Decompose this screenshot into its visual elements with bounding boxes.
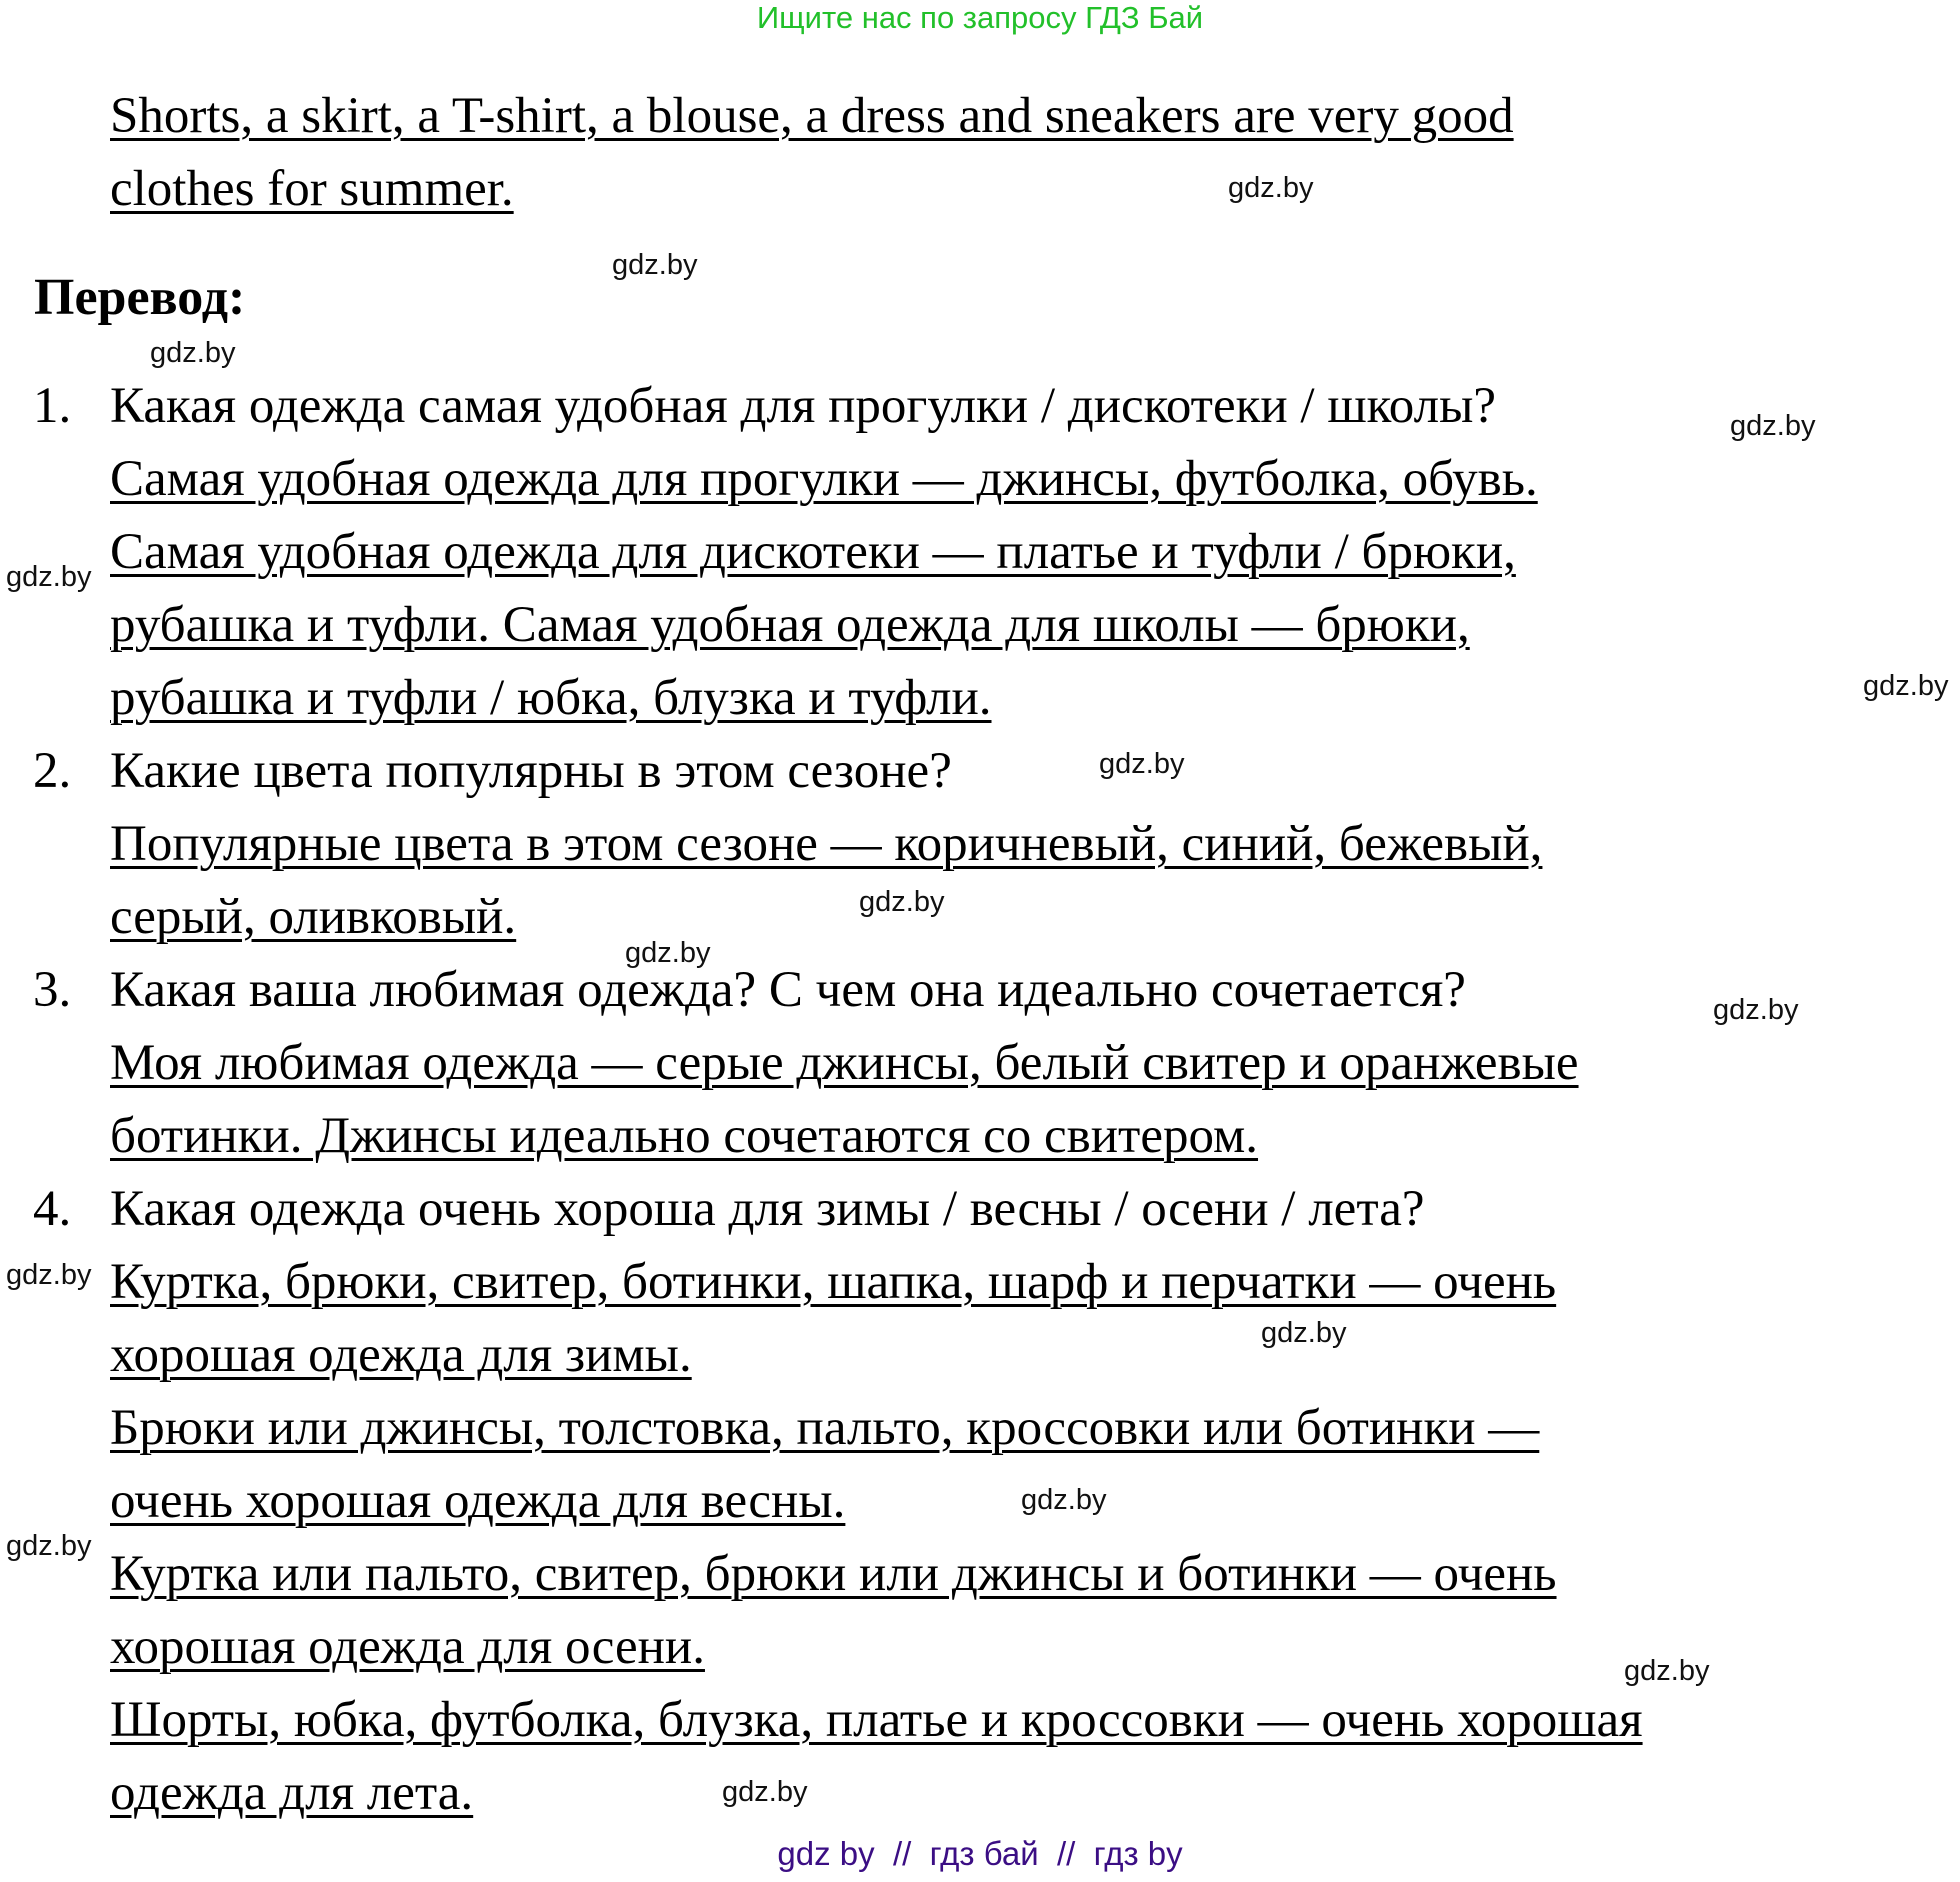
item-4-answer-line-6: хорошая одежда для осени. — [110, 1619, 705, 1675]
item-1-answer-line-3: рубашка и туфли. Самая удобная одежда для школы — брюки, — [110, 597, 1470, 653]
item-2-question: Какие цвета популярны в этом сезоне? — [110, 743, 952, 799]
watermark: gdz.by — [6, 561, 92, 593]
item-1-answer-line-2: Самая удобная одежда для дискотеки — платье и туфли / брюки, — [110, 524, 1516, 580]
item-4-answer-line-4: очень хорошая одежда для весны. — [110, 1473, 846, 1529]
watermark: gdz.by — [1099, 748, 1185, 780]
watermark: gdz.by — [1261, 1317, 1347, 1349]
watermark: gdz.by — [722, 1776, 808, 1808]
watermark: gdz.by — [6, 1530, 92, 1562]
item-4-answer-line-3: Брюки или джинсы, толстовка, пальто, кроссовки или ботинки — — [110, 1400, 1540, 1456]
item-1-question: Какая одежда самая удобная для прогулки / дискотеки / школы? — [110, 378, 1496, 434]
intro-answer-line-2: clothes for summer. — [110, 161, 514, 217]
item-4-answer-line-5: Куртка или пальто, свитер, брюки или джинсы и ботинки — очень — [110, 1546, 1557, 1602]
item-4-answer-line-2: хорошая одежда для зимы. — [110, 1327, 692, 1383]
translation-heading: Перевод: — [34, 269, 246, 326]
item-1-answer-line-4: рубашка и туфли / юбка, блузка и туфли. — [110, 670, 992, 726]
site-footer — [0, 1835, 1960, 1882]
intro-answer-line-1: Shorts, a skirt, a T-shirt, a blouse, a dress and sneakers are very good — [110, 88, 1514, 144]
item-4-question: Какая одежда очень хороша для зимы / весны / осени / лета? — [110, 1181, 1425, 1237]
site-header-banner: Ищите нас по запросу ГДЗ Бай — [756, 0, 1204, 35]
watermark: gdz.by — [1713, 994, 1799, 1026]
item-2-answer-line-2: серый, оливковый. — [110, 889, 517, 945]
watermark: gdz.by — [150, 337, 236, 369]
item-4-answer-line-1: Куртка, брюки, свитер, ботинки, шапка, шарф и перчатки — очень — [110, 1254, 1557, 1310]
watermark: gdz.by — [859, 886, 945, 918]
watermark: gdz.by — [1730, 410, 1816, 442]
item-2-number: 2. — [33, 743, 72, 799]
item-3-answer-line-2: ботинки. Джинсы идеально сочетаются со свитером. — [110, 1108, 1259, 1164]
item-4-answer-line-7: Шорты, юбка, футболка, блузка, платье и кроссовки — очень хорошая — [110, 1692, 1643, 1748]
watermark: gdz.by — [1863, 670, 1949, 702]
item-1-answer-line-1: Самая удобная одежда для прогулки — джинсы, футболка, обувь. — [110, 451, 1538, 507]
item-3-question: Какая ваша любимая одежда? С чем она идеально сочетается? — [110, 962, 1466, 1018]
footer-text: gdz by // гдз бай // гдз by — [777, 1835, 1183, 1872]
watermark: gdz.by — [1624, 1655, 1710, 1687]
item-3-number: 3. — [33, 962, 72, 1018]
watermark: gdz.by — [6, 1259, 92, 1291]
item-4-number: 4. — [33, 1181, 72, 1237]
item-1-number: 1. — [33, 378, 72, 434]
watermark: gdz.by — [1021, 1484, 1107, 1516]
watermark: gdz.by — [612, 249, 698, 281]
watermark: gdz.by — [1228, 172, 1314, 204]
item-3-answer-line-1: Моя любимая одежда — серые джинсы, белый свитер и оранжевые — [110, 1035, 1579, 1091]
item-2-answer-line-1: Популярные цвета в этом сезоне — коричневый, синий, бежевый, — [110, 816, 1543, 872]
watermark: gdz.by — [625, 937, 711, 969]
item-4-answer-line-8: одежда для лета. — [110, 1765, 474, 1821]
